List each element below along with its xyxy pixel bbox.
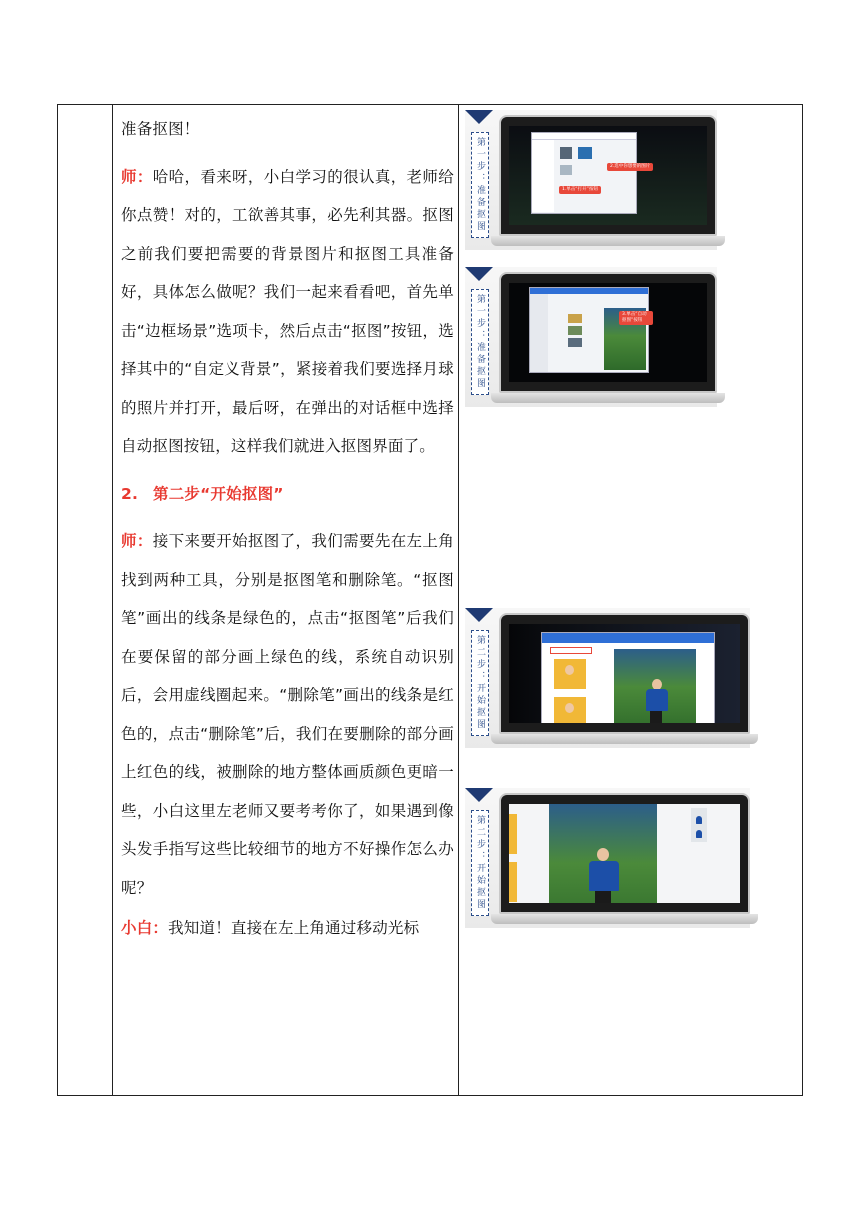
- screenshot-step1-a: [465, 110, 717, 250]
- laptop-frame: [499, 115, 717, 236]
- paragraph-text: 我知道！直接在左上角通过移动光标: [168, 919, 420, 937]
- laptop-frame: [499, 272, 717, 393]
- screenshot-step2-b: [465, 788, 750, 928]
- speaker-label: 师：: [121, 167, 153, 186]
- screenshot-step2-a: [465, 608, 750, 748]
- laptop-base: [491, 914, 758, 924]
- column-divider: [112, 105, 113, 1095]
- laptop-frame: [499, 793, 750, 914]
- narrative-column: [121, 105, 454, 948]
- paragraph-1: [121, 110, 454, 149]
- laptop-base: [491, 734, 758, 744]
- corner-triangle: [465, 110, 493, 124]
- laptop-screen: [509, 804, 740, 903]
- callout-note: 3.单击“自动抠图”按钮: [619, 311, 653, 325]
- speaker-label: 师：: [121, 532, 153, 550]
- paragraph-2: [121, 158, 454, 466]
- heading-number: 2.: [121, 484, 139, 503]
- column-divider: [458, 105, 459, 1095]
- section-heading: [121, 475, 454, 514]
- step-label: 第一步：准备抠图: [471, 132, 489, 238]
- laptop-base: [491, 236, 725, 246]
- step-label: 第二步：开始抠图: [471, 810, 489, 916]
- callout-note: 2.选中你想要的图片: [607, 163, 653, 171]
- laptop-frame: [499, 613, 750, 734]
- step-label: 第二步：开始抠图: [471, 630, 489, 736]
- paragraph-text: 准备抠图！: [121, 120, 200, 138]
- corner-triangle: [465, 267, 493, 281]
- laptop-screen: [509, 624, 740, 723]
- corner-triangle: [465, 608, 493, 622]
- lesson-table: [57, 104, 803, 1096]
- paragraph-text: 哈哈，看来呀，小白学习的很认真，老师给你点赞！对的，工欲善其事，必先利其器。抠图之前我们要把需要的背景图片和抠图工具准备好，具体怎么做呢？我们一起来看看吧，首先单击“边框场景”选项卡，然后点击“抠图”按钮，选择其中的“自定义背景”，紧接着我们要选择月球的照片并打开，最后呀，在弹出的对话框中选择自动抠图按钮，这样我们就进入抠图界面了。: [121, 167, 454, 455]
- screenshot-step1-b: [465, 267, 717, 407]
- corner-triangle: [465, 788, 493, 802]
- laptop-screen: [509, 283, 707, 382]
- speaker-label: 小白：: [121, 919, 169, 937]
- paragraph-3: [121, 522, 454, 907]
- laptop-screen: [509, 126, 707, 225]
- paragraph-text: 接下来要开始抠图了，我们需要先在左上角找到两种工具，分别是抠图笔和删除笔。“抠图笔”画出的线条是绿色的，点击“抠图笔”后我们在要保留的部分画上绿色的线，系统自动识别后，会用虚线圈起来。“删除笔”画出的线条是红色的，点击“删除笔”后，我们在要删除的部分画上红色的线，被删除的地方整体画质颜色更暗一些，小白这里左老师又要考考你了，如果遇到像头发手指写这些比较细节的地方不好操作怎么办呢？: [121, 532, 454, 897]
- laptop-base: [491, 393, 725, 403]
- heading-text: 第二步“开始抠图”: [153, 484, 284, 503]
- paragraph-4: [121, 909, 454, 948]
- step-label: 第一步：准备抠图: [471, 289, 489, 395]
- callout-note: 1.单击“打开”按钮: [559, 186, 601, 194]
